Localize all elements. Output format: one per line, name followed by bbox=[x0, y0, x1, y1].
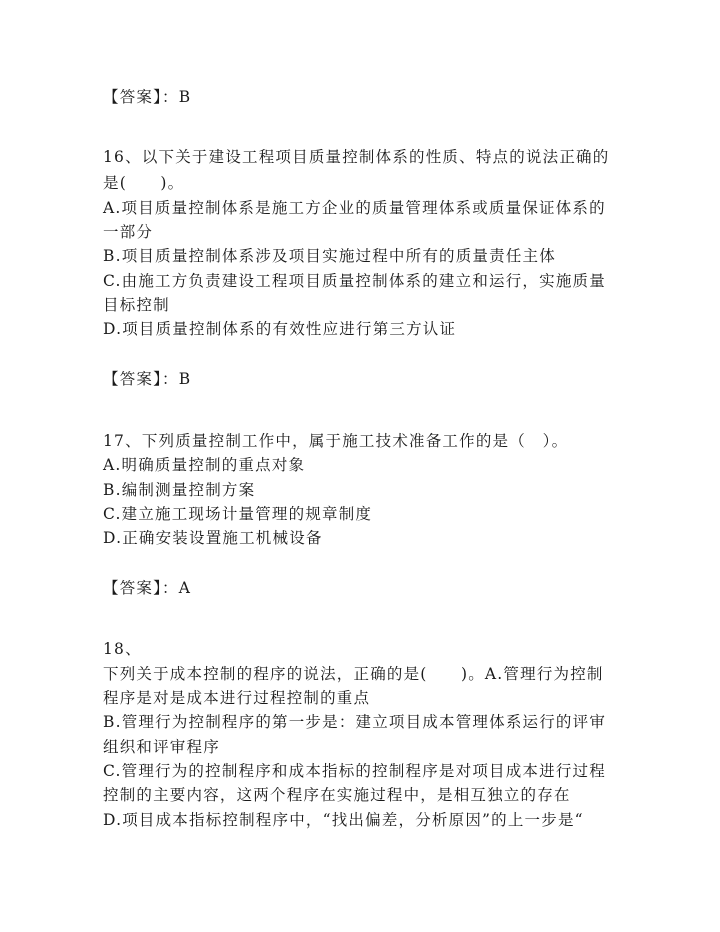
question-18-option-b-line2: 组织和评审程序 bbox=[103, 738, 220, 756]
question-18-option-c-line1: C.管理行为的控制程序和成本指标的控制程序是对项目成本进行过程 bbox=[103, 762, 606, 780]
question-16-option-b: B.项目质量控制体系涉及项目实施过程中所有的质量责任主体 bbox=[103, 247, 556, 265]
answer-15: 【答案】：B bbox=[103, 88, 192, 106]
question-17-option-b: B.编制测量控制方案 bbox=[103, 481, 256, 499]
question-18-number: 18、 bbox=[103, 640, 142, 658]
question-17-option-a: A.明确质量控制的重点对象 bbox=[103, 456, 306, 474]
question-18-option-b-line1: B.管理行为控制程序的第一步是：建立项目成本管理体系运行的评审 bbox=[103, 713, 607, 731]
question-16-option-c-line2: 目标控制 bbox=[103, 296, 170, 314]
question-17-stem: 17、下列质量控制工作中，属于施工技术准备工作的是（ ）。 bbox=[103, 432, 569, 450]
question-18-option-c-line2: 控制的主要内容，这两个程序在实施过程中，是相互独立的存在 bbox=[103, 786, 571, 804]
answer-17: 【答案】：A bbox=[103, 579, 192, 597]
question-18-stem-line2: 程序是对是成本进行过程控制的重点 bbox=[103, 689, 371, 707]
question-18-stem-line1: 下列关于成本控制的程序的说法，正确的是( )。A.管理行为控制 bbox=[103, 665, 604, 683]
question-16-stem-line1: 16、以下关于建设工程项目质量控制体系的性质、特点的说法正确的 bbox=[103, 148, 610, 166]
question-16-option-a-line1: A.项目质量控制体系是施工方企业的质量管理体系或质量保证体系的 bbox=[103, 199, 606, 217]
question-16-option-d: D.项目质量控制体系的有效性应进行第三方认证 bbox=[103, 320, 457, 338]
question-17-option-d: D.正确安装设置施工机械设备 bbox=[103, 529, 323, 547]
answer-16: 【答案】：B bbox=[103, 370, 192, 388]
question-16-stem-line2: 是( )。 bbox=[103, 174, 185, 192]
question-16-option-c-line1: C.由施工方负责建设工程项目质量控制体系的建立和运行，实施质量 bbox=[103, 272, 606, 290]
question-18-option-d-line1: D.项目成本指标控制程序中，“找出偏差，分析原因”的上一步是“ bbox=[103, 811, 584, 829]
question-16-option-a-line2: 一部分 bbox=[103, 223, 154, 241]
question-17-option-c: C.建立施工现场计量管理的规章制度 bbox=[103, 505, 373, 523]
